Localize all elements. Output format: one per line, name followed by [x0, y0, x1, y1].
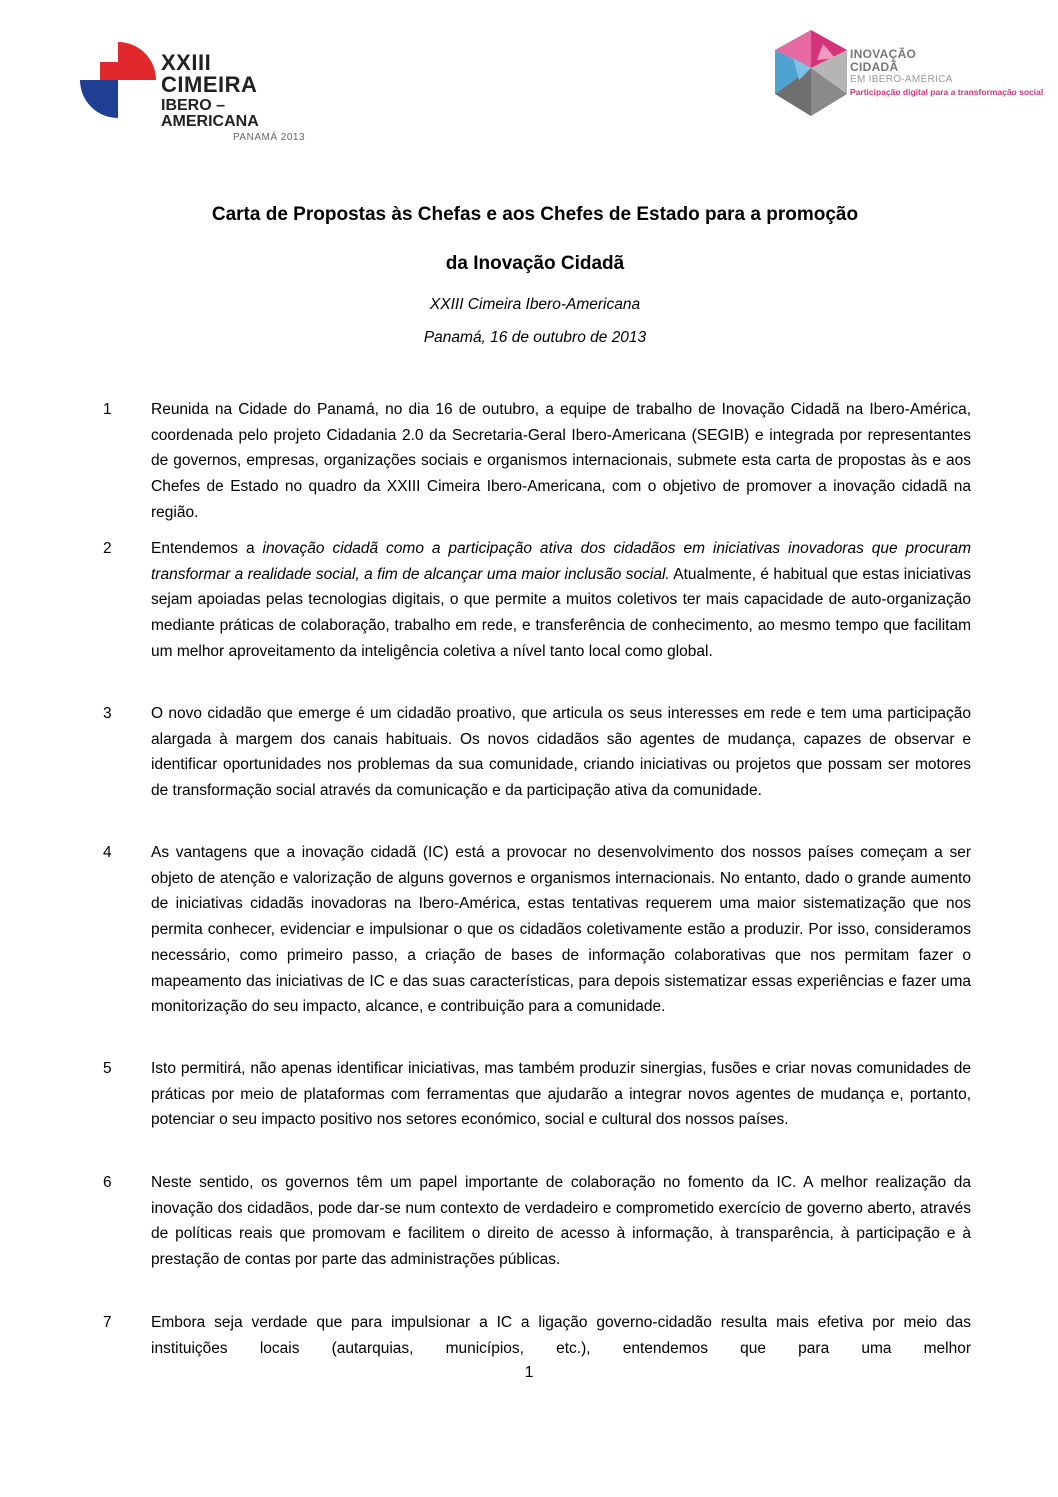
- paragraph-text: [151, 536, 971, 665]
- document-title-line2: da Inovação Cidadã: [445, 253, 625, 274]
- inovacao-logo-line1: INOVAÇÃO: [850, 47, 917, 61]
- document-title-line1: Carta de Propostas às Chefas e aos Chefes de Estado para a promoção: [211, 204, 859, 225]
- paragraph-text: O novo cidadão que emerge é um cidadão proativo, que articula os seus interesses em rede e tem uma participação alargada à margem dos canais habituais. Os novos cidadãos são agentes de mudança, capazes de observar e identificar oportunidades nos problemas da sua comunidade, criando iniciativas ou projetos que possam ser motores de transformação social através da comunicação e da participação ativa da comunidade.: [151, 705, 971, 800]
- paragraph-number: 2: [103, 540, 112, 557]
- paragraph-text: Embora seja verdade que para impulsionar a IC a ligação governo-cidadão resulta mais efetiva por meio das instituições locais (autarquias, municípios, etc.), entendemos que para uma melhor: [151, 1314, 971, 1357]
- paragraph-number: 6: [103, 1174, 112, 1191]
- document-subtitle-event: XXIII Cimeira Ibero-Americana: [429, 296, 641, 313]
- hexagon-emblem-icon: [773, 28, 849, 120]
- paragraph-text: As vantagens que a inovação cidadã (IC) está a provocar no desenvolvimento dos nossos países começam a ser objeto de atenção e valorização de alguns governos e organismos internacionais. No entanto, dado o grande aumento de iniciativas cidadãs inovadoras na Ibero-América, estas tentativas requerem uma maior sistematização que nos permita conhecer, evidenciar e impulsionar o que os cidadãos coletivamente estão a produzir. Por isso, consideramos necessário, como primeiro passo, a criação de bases de informação colaborativas que nos permitam fazer o mapeamento das iniciativas de IC e das suas características, para depois sistematizar essas experiências e fazer uma monitorização do seu impacto, alcance, e contribuição para a comunidade.: [151, 844, 971, 1016]
- paragraph-text-rest: Atualmente, é habitual que estas iniciativas sejam apoiadas pelas tecnologias digitais, o que permite a muitos coletivos ter mais capacidade de auto-organização mediante práticas de colaboração, trabalho em rede, e transferência de conhecimento, ao mesmo tempo que facilitam um melhor aproveitamento da inteligência coletiva a nível tanto local como global.: [151, 565, 971, 660]
- inovacao-logo-line2: CIDADÃ: [850, 60, 899, 74]
- inovacao-cidada-logo: [773, 28, 1044, 120]
- paragraph-text: Isto permitirá, não apenas identificar iniciativas, mas também produzir sinergias, fusões e criar novas comunidades de práticas por meio de plataformas com ferramentas que ajudarão a integrar novos agentes de mudança e, portanto, potenciar o seu impacto positivo nos setores económico, social e cultural dos nossos países.: [151, 1060, 971, 1129]
- paragraph-number: 4: [103, 844, 112, 861]
- inovacao-logo-line3: EM IBERO-AMÉRICA: [850, 74, 953, 85]
- paragraph-text-lead: Entendemos a: [151, 540, 263, 557]
- paragraph-number: 5: [103, 1060, 112, 1077]
- paragraph-number: 3: [103, 705, 112, 722]
- page-number: 1: [524, 1364, 534, 1381]
- paragraph-text-definition: inovação cidadã como a participação ativa dos cidadãos em iniciativas inovadoras que procuram transformar a realidade social, a fim de alcançar uma maior inclusão social.: [151, 540, 972, 583]
- paragraph-text: Neste sentido, os governos têm um papel importante de colaboração no fomento da IC. A melhor realização da inovação dos cidadãos, pode dar-se num contexto de verdadeiro e comprometido exercício de governo aberto, através de políticas reais que promovam e facilitem o direito de acesso à informação, à transparência, à participação e à prestação de contas por parte das administrações públicas.: [151, 1174, 971, 1269]
- inovacao-logo-tagline: Participação digital para a transformação social: [850, 87, 1044, 97]
- paragraph-text: Reunida na Cidade do Panamá, no dia 16 de outubro, a equipe de trabalho de Inovação Cidadã na Ibero-América, coordenada pelo projeto Cidadania 2.0 da Secretaria-Geral Ibero-Americana (SEGIB) e integrada por representantes de governos, empresas, organizações sociais e organismos internacionais, submete esta carta de propostas às e aos Chefes de Estado no quadro da XXIII Cimeira Ibero-Americana, com o objetivo de promover a inovação cidadã na região.: [151, 401, 971, 521]
- cimeira-logo-line3: PANAMÁ 2013: [233, 132, 306, 143]
- paragraph-number: 1: [103, 401, 112, 418]
- cimeira-logo: [78, 40, 308, 143]
- cimeira-logo-line2: IBERO – AMERICANA: [161, 97, 259, 130]
- cimeira-emblem-icon: [78, 40, 158, 122]
- cimeira-logo-line1: XXIII CIMEIRA: [161, 50, 258, 97]
- document-subtitle-date: Panamá, 16 de outubro de 2013: [423, 329, 647, 346]
- paragraph-number: 7: [103, 1314, 112, 1331]
